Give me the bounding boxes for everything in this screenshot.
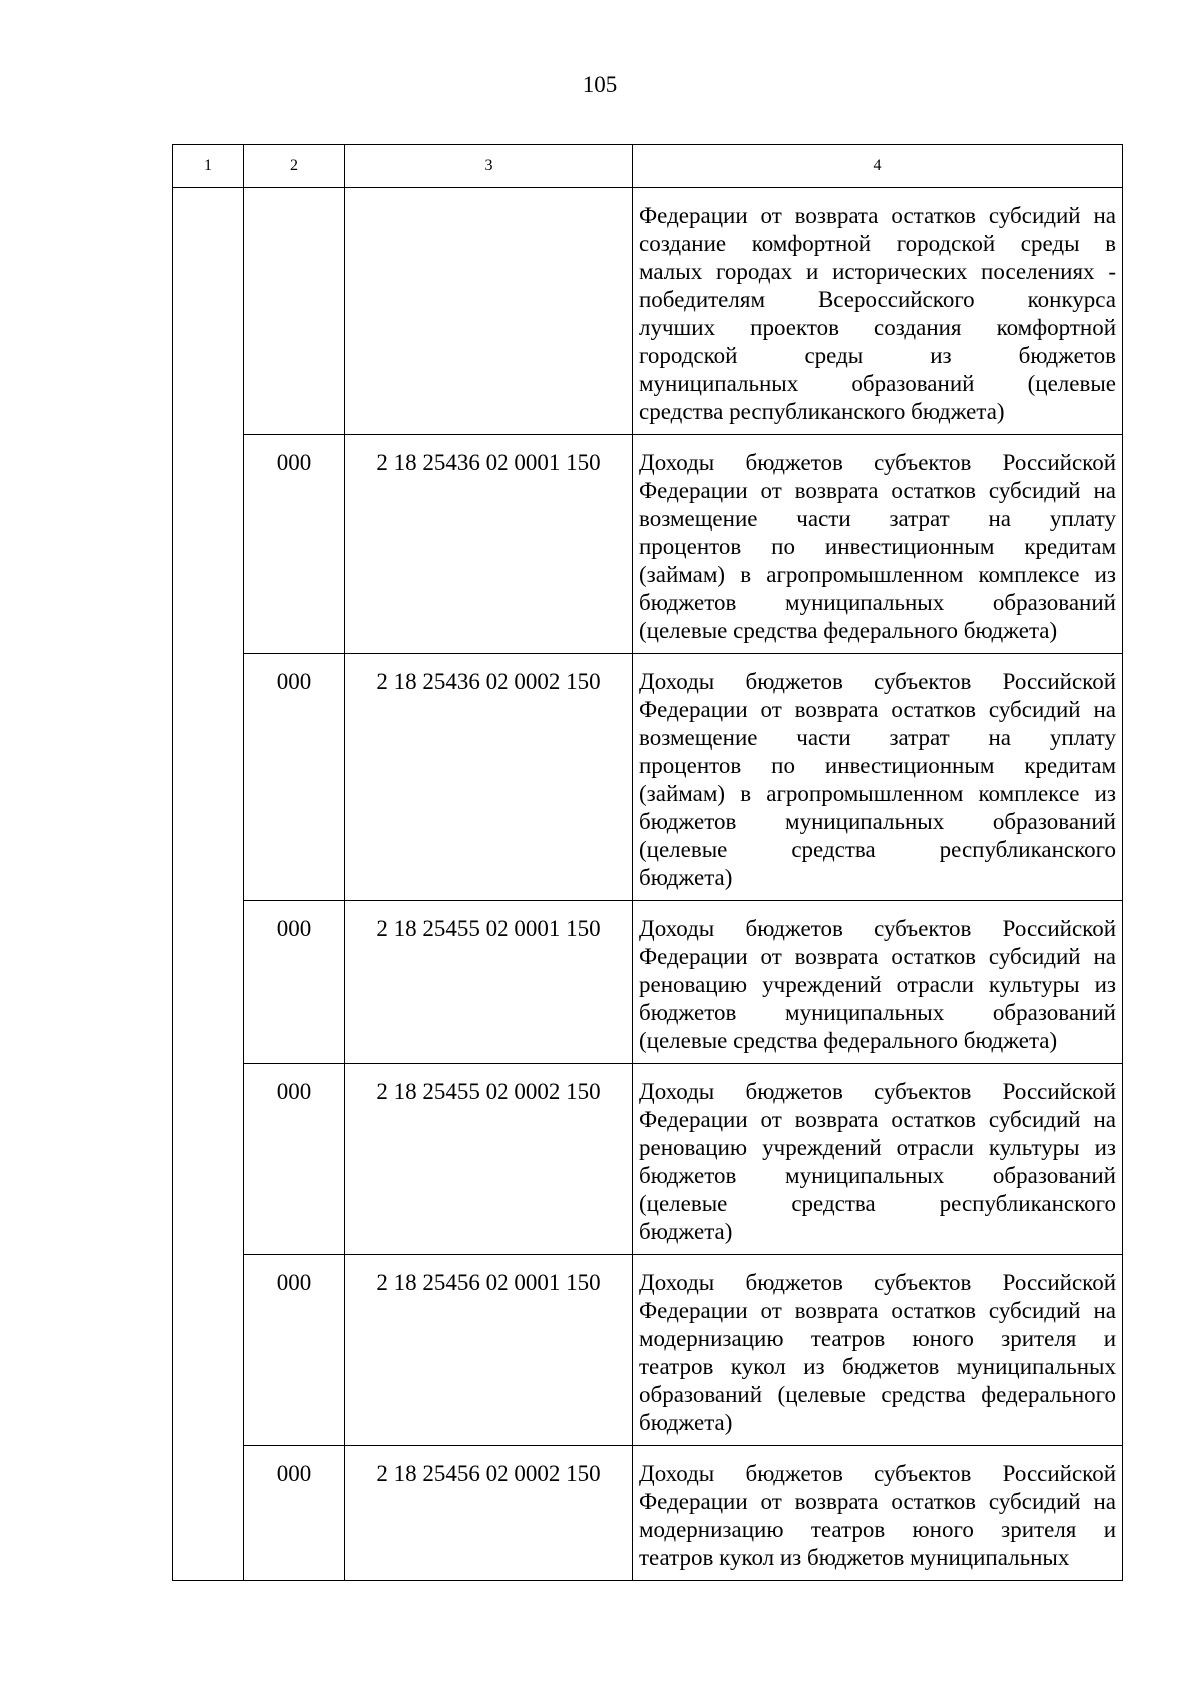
description-line: бюджета)	[639, 1219, 733, 1244]
description-line: Доходы бюджетов субъектов Российской	[639, 450, 1116, 475]
header-row	[173, 145, 1123, 188]
description-line: городской среды из бюджетов	[639, 343, 1116, 368]
description-line: реновацию учреждений отрасли культуры из	[639, 972, 1116, 997]
description-line: Федерации от возврата остатков субсидий на	[639, 478, 1116, 503]
description-line: возмещение части затрат на уплату	[639, 725, 1116, 750]
description-cell	[633, 1064, 1123, 1255]
table-row-continuation	[173, 188, 1123, 435]
description-cell	[633, 654, 1123, 901]
header-col-1: 1	[173, 145, 244, 188]
description-line: малых городах и исторических поселениях -	[639, 259, 1116, 284]
description-line: театров кукол из бюджетов муниципальных	[639, 1354, 1116, 1379]
kbk-code-cell: 2 18 25436 02 0002 150	[345, 654, 633, 901]
description-line: Доходы бюджетов субъектов Российской	[639, 1270, 1116, 1295]
description-line: Федерации от возврата остатков субсидий на	[639, 697, 1116, 722]
description-line: (займам) в агропромышленном комплексе из	[639, 562, 1116, 587]
admin-code-cell: 000	[244, 901, 345, 1064]
description-line: реновацию учреждений отрасли культуры из	[639, 1135, 1116, 1160]
description-line: модернизацию театров юного зрителя и	[639, 1326, 1116, 1351]
kbk-code-cell	[345, 188, 633, 435]
description-line: средства республиканского бюджета)	[639, 399, 1005, 424]
description-line: (целевые средства федерального бюджета)	[639, 618, 1058, 643]
description-line: Доходы бюджетов субъектов Российской	[639, 1079, 1116, 1104]
description-cell	[633, 1446, 1123, 1581]
table-row	[173, 1446, 1123, 1581]
description-cell	[633, 901, 1123, 1064]
table-body	[173, 188, 1123, 1581]
admin-code-cell: 000	[244, 1446, 345, 1581]
description-line: образований (целевые средства федерального	[639, 1382, 1116, 1407]
description-line: Доходы бюджетов субъектов Российской	[639, 916, 1116, 941]
kbk-code-cell: 2 18 25455 02 0002 150	[345, 1064, 633, 1255]
description-line: Федерации от возврата остатков субсидий на	[639, 1298, 1116, 1323]
description-line: (целевые средства федерального бюджета)	[639, 1028, 1058, 1053]
header-col-2: 2	[244, 145, 345, 188]
table-row	[173, 901, 1123, 1064]
group-code-cell	[173, 188, 244, 1581]
description-cell	[633, 1255, 1123, 1446]
description-line: бюджета)	[639, 1410, 733, 1435]
description-line: победителям Всероссийского конкурса	[639, 287, 1116, 312]
kbk-code-cell: 2 18 25455 02 0001 150	[345, 901, 633, 1064]
admin-code-cell: 000	[244, 1255, 345, 1446]
description-line: (целевые средства республиканского	[639, 837, 1116, 862]
description-line: бюджетов муниципальных образований	[639, 809, 1116, 834]
description-line: (целевые средства республиканского	[639, 1191, 1116, 1216]
description-line: Федерации от возврата остатков субсидий на	[639, 1489, 1116, 1514]
description-line: бюджетов муниципальных образований	[639, 590, 1116, 615]
table-row	[173, 1064, 1123, 1255]
kbk-code-cell: 2 18 25456 02 0001 150	[345, 1255, 633, 1446]
admin-code-cell	[244, 188, 345, 435]
description-line: возмещение части затрат на уплату	[639, 506, 1116, 531]
description-line: процентов по инвестиционным кредитам	[639, 753, 1116, 778]
page-number: 105	[582, 72, 618, 97]
description-line: театров кукол из бюджетов муниципальных	[639, 1545, 1070, 1570]
kbk-code-cell: 2 18 25436 02 0001 150	[345, 435, 633, 654]
header-col-3: 3	[345, 145, 633, 188]
description-line: (займам) в агропромышленном комплексе из	[639, 781, 1116, 806]
kbk-code-cell: 2 18 25456 02 0002 150	[345, 1446, 633, 1581]
description-line: бюджета)	[639, 865, 733, 890]
description-line: бюджетов муниципальных образований	[639, 1163, 1116, 1188]
description-line: процентов по инвестиционным кредитам	[639, 534, 1116, 559]
table-row	[173, 435, 1123, 654]
description-line: бюджетов муниципальных образований	[639, 1000, 1116, 1025]
description-line: Федерации от возврата остатков субсидий на	[639, 944, 1116, 969]
description-line: Федерации от возврата остатков субсидий на	[639, 1107, 1116, 1132]
description-line: муниципальных образований (целевые	[639, 371, 1116, 396]
description-cell	[633, 188, 1123, 435]
table-header	[173, 145, 1123, 188]
header-col-4: 4	[633, 145, 1123, 188]
description-line: модернизацию театров юного зрителя и	[639, 1517, 1116, 1542]
description-cell	[633, 435, 1123, 654]
description-line: лучших проектов создания комфортной	[639, 315, 1116, 340]
description-line: Доходы бюджетов субъектов Российской	[639, 669, 1116, 694]
description-line: создание комфортной городской среды в	[639, 231, 1116, 256]
description-line: Доходы бюджетов субъектов Российской	[639, 1461, 1116, 1486]
admin-code-cell: 000	[244, 654, 345, 901]
table-row	[173, 1255, 1123, 1446]
admin-code-cell: 000	[244, 1064, 345, 1255]
table-row	[173, 654, 1123, 901]
budget-codes-table	[172, 144, 1123, 1581]
admin-code-cell: 000	[244, 435, 345, 654]
description-line: Федерации от возврата остатков субсидий на	[639, 203, 1116, 228]
